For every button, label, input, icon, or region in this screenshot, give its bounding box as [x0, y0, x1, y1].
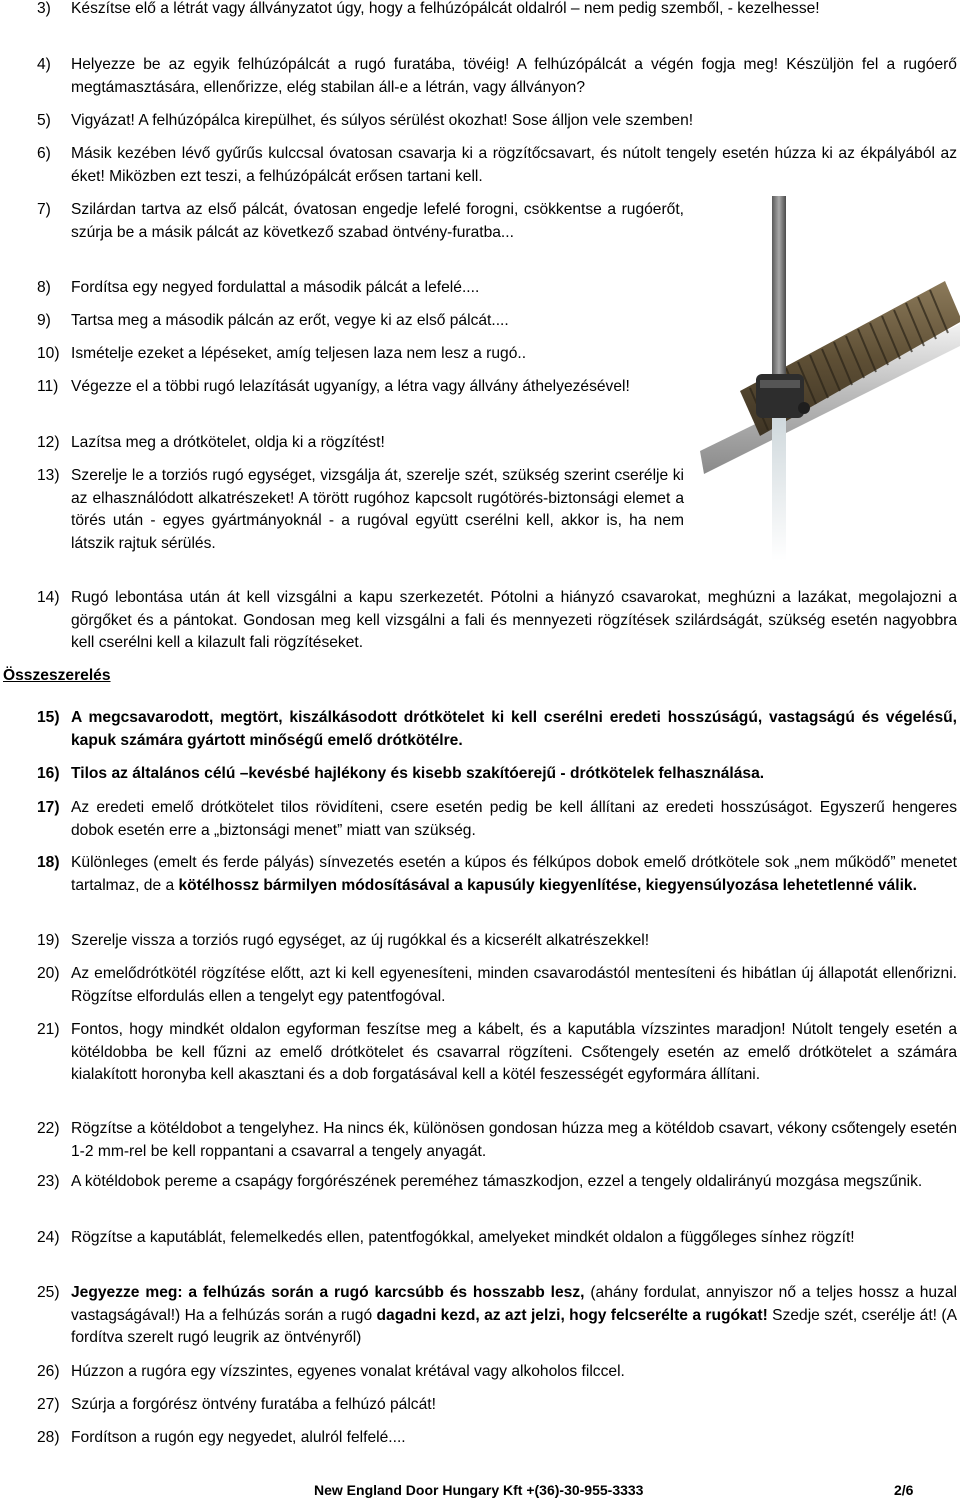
list-item-14 [37, 587, 957, 655]
list-item-24 [37, 1227, 957, 1250]
item-text [71, 1282, 957, 1350]
item-text: Másik kezében lévő gyűrűs kulccsal óvatosan csavarja ki a rögzítőcsavart, és nútolt tengely esetén húzza ki az ékpályából az éket! Miközben ezt teszi, a felhúzópálcát erősen tartani kell. [71, 145, 957, 185]
item-text: Vigyázat! A felhúzópálca kirepülhet, és súlyos sérülést okozhat! Sose álljon vele szemben! [71, 112, 694, 129]
list-item-5 [37, 110, 957, 133]
list-item-6 [37, 143, 957, 188]
item-text [71, 852, 957, 897]
list-item-23 [37, 1171, 957, 1194]
item-number: 7) [37, 201, 51, 218]
item-number: 18) [37, 854, 60, 871]
list-item-28 [37, 1427, 957, 1450]
item-text: Húzzon a rugóra egy vízszintes, egyenes vonalat krétával vagy alkoholos filccel. [71, 1363, 625, 1380]
item-text: Tilos az általános célú –kevésbé hajlékony és kisebb szakítóerejű - drótkötelek felhasználása. [71, 765, 765, 782]
list-item-10 [37, 343, 684, 366]
item-text: Szerelje le a torziós rugó egységet, vizsgálja át, szerelje szét, szükség szerint cserélje ki az elhasználódott alkatrészeket! A törött rugóhoz kapcsolt rugótörés-biztonsági elemet a törés után - egyes gyártmányoknál - a rugóval együtt cserélni kell, akkor is, ha nem látszik rajtuk sérülés. [71, 467, 684, 552]
item-number: 28) [37, 1429, 60, 1446]
item-text: Szúrja a forgórész öntvény furatába a felhúzó pálcát! [71, 1396, 436, 1413]
list-item-26 [37, 1361, 957, 1384]
winding-bar [772, 196, 786, 401]
page-number: 2/6 [894, 1482, 914, 1498]
item-text: Helyezze be az egyik felhúzópálcát a rugó furatába, tövéig! A felhúzópálcát a végén fogja meg! Készüljön fel a rugóerő megtámasztására, ellenőrizze, elég stabilan áll-e a létrán, vagy állványon? [71, 56, 957, 96]
item-number: 9) [37, 312, 51, 329]
item-text: Az emelődrótkötél rögzítése előtt, azt ki kell egyenesíteni, minden csavarodástól mentesíteni és hibátlan új állapotát ellenőrizni. Rögzítse elfordulás ellen a tengelyt egy patentfogóval. [71, 965, 957, 1005]
winding-bar-fade [772, 416, 786, 561]
item-text: Szerelje vissza a torziós rugó egységet, az új rugókkal és a kicserélt alkatrészekkel! [71, 932, 650, 949]
list-item-16 [37, 763, 957, 786]
list-item-13 [37, 465, 684, 555]
item-text: Rögzítse a kaputáblát, felemelkedés ellen, patentfogókkal, amelyeket mindkét oldalon a függőleges sínhez rögzít! [71, 1229, 855, 1246]
item-number: 16) [37, 765, 60, 782]
spring-winding-illustration [700, 196, 960, 561]
list-item-7 [37, 199, 684, 244]
item-text: Rugó lebontása után át kell vizsgálni a kapu szerkezetét. Pótolni a hiányzó csavarokat, meghúzni a lazákat, megolajozni a görgőket és a pántokat. Gondosan meg kell vizsgálni a fali és mennyezeti rögzítések szilárdságát, szükség esetén nagyobbra kell cserélni kell a kilazult fali rögzítéseket. [71, 589, 957, 651]
item-number: 10) [37, 345, 60, 362]
item-number: 22) [37, 1120, 60, 1137]
item-number: 14) [37, 589, 60, 606]
list-item-18 [37, 852, 957, 897]
list-item-12 [37, 432, 684, 455]
list-item-8 [37, 277, 684, 300]
item-text: Készítse elő a létrát vagy állványzatot úgy, hogy a felhúzópálcát oldalról – nem pedig szemből, - kezelhesse! [71, 0, 820, 17]
item-number: 26) [37, 1363, 60, 1380]
item-number: 27) [37, 1396, 60, 1413]
list-item-19 [37, 930, 957, 953]
item-number: 15) [37, 709, 60, 726]
list-item-3 [37, 0, 957, 21]
item-text: Szilárdan tartva az első pálcát, óvatosan engedje lefelé forogni, csökkentse a rugóerőt, szúrja be a másik pálcát az következő szabad öntvény-furatba... [71, 201, 684, 241]
item-number: 24) [37, 1229, 60, 1246]
item-text: A megcsavarodott, megtört, kiszálkásodott drótkötelet ki kell cserélni eredeti hosszúságú, vastagságú és végelésű, kapuk számára gyártott minőségű emelő drótkötélre. [71, 709, 957, 749]
footer-company: New England Door Hungary Kft +(36)-30-955-3333 [314, 1482, 644, 1498]
section-heading: Összeszerelés [3, 667, 111, 684]
list-item-15 [37, 707, 957, 752]
item-number: 8) [37, 279, 51, 296]
list-item-25 [37, 1282, 957, 1350]
item-text-bold: kötélhossz bármilyen módosításával a kapusúly kiegyenlítése, kiegyensúlyozása lehetetlenné válik. [178, 876, 917, 894]
item-number: 23) [37, 1173, 60, 1190]
item-number: 6) [37, 145, 51, 162]
item-text-normal: Különleges (emelt és ferde pályás) sínvezetés esetén a kúpos és félkúpos dobok emelő drótkötele sok „nem működő” menetet tartalmaz, de a [71, 854, 957, 894]
item-number: 5) [37, 112, 51, 129]
item-text: Tartsa meg a második pálcán az erőt, vegye ki az első pálcát.... [71, 312, 509, 329]
item-number: 19) [37, 932, 60, 949]
list-item-27 [37, 1394, 957, 1417]
list-item-20 [37, 963, 957, 1008]
item-text: Az eredeti emelő drótkötelet tilos rövidíteni, csere esetén pedig be kell állítani az eredeti hosszúságot. Egyszerű hengeres dobok esetén erre a „biztonsági menet” miatt van szükség. [71, 799, 957, 839]
item-text: Fontos, hogy mindkét oldalon egyforman feszítse meg a kábelt, és a kaputábla vízszintes maradjon! Nútolt tengely esetén a kötéldobba be kell fűzni az emelő drótkötelet és csavarral rögzíteni. Csőtengely esetén az emelő drótkötelet a számára kialakított horonyba kell akasztani és a dob forgatásával kell a kötél feszességét egyformára állítani. [71, 1021, 957, 1083]
item-number: 17) [37, 799, 60, 816]
page-footer [314, 1481, 914, 1499]
item-number: 3) [37, 0, 51, 17]
item-number: 12) [37, 434, 60, 451]
item-text-bold: Jegyezze meg: a felhúzás során a rugó karcsúbb és hosszabb lesz, [71, 1284, 585, 1301]
item-number: 21) [37, 1021, 60, 1038]
item-text-bold: dagadni kezd, az azt jelzi, hogy felcserélte a rugókat! [376, 1306, 768, 1324]
item-number: 20) [37, 965, 60, 982]
item-text: Fordítsa egy negyed fordulattal a második pálcát a lefelé.... [71, 279, 480, 296]
list-item-4 [37, 54, 957, 99]
item-text: Ismételje ezeket a lépéseket, amíg teljesen laza nem lesz a rugó.. [71, 345, 527, 362]
list-item-21 [37, 1019, 957, 1087]
item-text-normal: Szedje szét, cserélje át! (A fordítva szerelt rugó leugrik az öntvényről) [71, 1306, 957, 1346]
item-text: A kötéldobok pereme a csapágy forgórészének pereméhez támaszkodjon, ezzel a tengely oldalirányú mozgása megszűnik. [71, 1173, 923, 1190]
item-text: Végezze el a többi rugó lelazítását ugyanígy, a létra vagy állvány áthelyezésével! [71, 378, 630, 395]
item-text: Rögzítse a kötéldobot a tengelyhez. Ha nincs ék, különösen gondosan húzza meg a kötéldob csavart, vékony csőtengely esetén 1-2 mm-rel be kell roppantani a csavarral a tengely anyagát. [71, 1120, 957, 1160]
list-item-22 [37, 1118, 957, 1163]
list-item-11 [37, 376, 684, 399]
item-number: 25) [37, 1284, 60, 1301]
item-text: Lazítsa meg a drótkötelet, oldja ki a rögzítést! [71, 434, 385, 451]
list-item-9 [37, 310, 684, 333]
item-number: 13) [37, 467, 60, 484]
item-text: Fordítson a rugón egy negyedet, alulról felfelé.... [71, 1429, 406, 1446]
item-text-normal: (ahány fordulat, annyiszor nő a teljes hossz a huzal vastagságával!) Ha a felhúzás során a rugó [71, 1284, 957, 1324]
item-number: 4) [37, 56, 51, 73]
list-item-17 [37, 797, 957, 842]
item-number: 11) [37, 378, 59, 395]
